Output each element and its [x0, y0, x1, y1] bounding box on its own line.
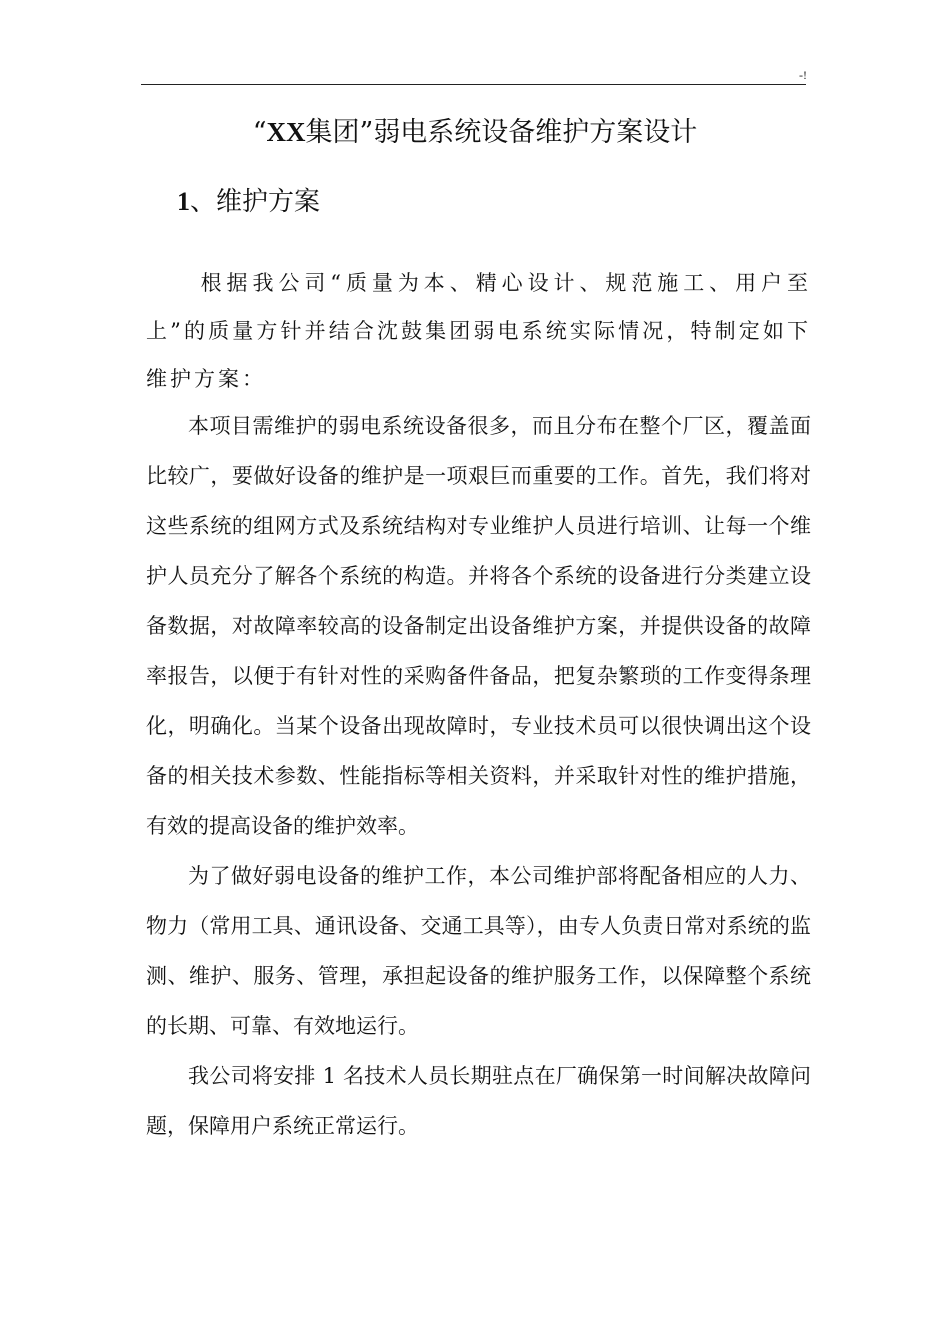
section-number: 1 — [177, 187, 190, 216]
paragraph-intro: 根据我公司“质量为本、精心设计、规范施工、用户至上”的质量方针并结合沈鼓集团弱电系统实际情况，特制定如下维护方案： — [146, 271, 811, 391]
title-company: XX — [266, 117, 306, 147]
paragraph-staffing: 为了做好弱电设备的维护工作，本公司维护部将配备相应的人力、物力（常用工具、通讯设备、交通工具等），由专人负责日常对系统的监测、维护、服务、管理，承担起设备的维护服务工作，以保障整个系统的长期、可靠、有效地运行。 — [146, 864, 811, 1038]
paragraph-training: 本项目需维护的弱电系统设备很多，而且分布在整个厂区，覆盖面比较广，要做好设备的维护是一项艰巨而重要的工作。首先，我们将对这些系统的组网方式及系统结构对专业维护人员进行培训、让每一个维护人员充分了解各个系统的构造。并将各个系统的设备进行分类建立设备数据，对故障率较高的设备制定出设备维护方案，并提供设备的故障率报告，以便于有针对性的采购备件备品，把复杂繁琐的工作变得条理化，明确化。当某个设备出现故障时，专业技术员可以很快调出这个设备的相关技术参数、性能指标等相关资料，并采取针对性的维护措施，有效的提高设备的维护效率。 — [146, 414, 811, 838]
title-rest: 弱电系统设备维护方案设计 — [373, 117, 698, 148]
paragraph-onsite: 我公司将安排 1 名技术人员长期驻点在厂确保第一时间解决故障问题，保障用户系统正常运行。 — [146, 1064, 811, 1138]
header-rule — [141, 84, 806, 85]
title-quote-open: “ — [252, 117, 267, 148]
section-label: 、维护方案 — [190, 187, 321, 217]
title-group: 集团 — [305, 117, 360, 148]
page-marker: -! — [799, 68, 807, 82]
section-heading — [177, 184, 320, 220]
title-quote-close: ” — [359, 117, 374, 148]
document-title — [0, 112, 950, 153]
